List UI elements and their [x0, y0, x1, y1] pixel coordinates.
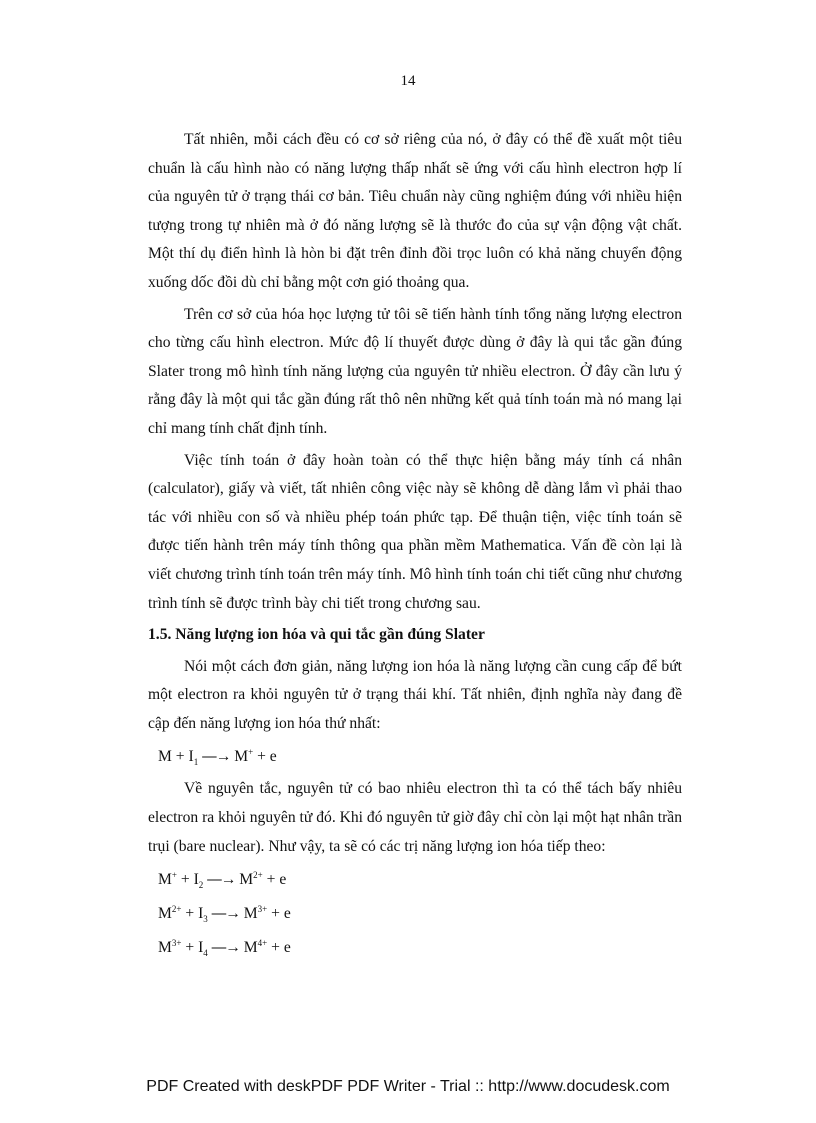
equation-electron: e	[283, 905, 291, 923]
equation-first-ionization: $M + I_1$ ⎯⎯→ M+ + e	[158, 747, 277, 768]
equation-electron: e	[283, 939, 291, 957]
paragraph-calculation-method: Việc tính toán ở đây hoàn toàn có thể thực hiện bằng máy tính cá nhân (calculator), giấy và viết, tất nhiên công việc này sẽ không dễ dàng lắm vì phải thao tác với nhiều con số và nhiều phép toán phức tạp. Để thuận tiện, việc tính toán sẽ được tiến hành trên máy tính thông qua phần mềm Mathematica. Vấn đề còn lại là viết chương trình tính toán trên máy tính. Mô hình tính toán chi tiết cũng như chương trình tính sẽ được trình bày chi tiết trong chương sau.	[148, 451, 682, 612]
equation-reactant: M	[158, 748, 172, 766]
equation-product: M	[243, 939, 258, 957]
equation-electron: e	[279, 871, 287, 889]
equation-energy-index: 2	[198, 880, 204, 891]
equation-energy-index: 1	[193, 757, 199, 768]
section-heading: 1.5. Năng lượng ion hóa và qui tắc gần đúng Slater	[148, 626, 485, 644]
equation-product-charge: 4+	[257, 938, 268, 949]
equation-electron: e	[269, 748, 277, 766]
paragraph-selection-criterion: Tất nhiên, mỗi cách đều có cơ sở riêng của nó, ở đây có thể đề xuất một tiêu chuẩn là cấu hình nào có năng lượng thấp nhất sẽ ứng với cấu hình electron hợp lí của nguyên tử ở trạng thái cơ bản. Tiêu chuẩn này cũng nghiệm đúng với nhiều hiện tượng trong tự nhiên mà ở đó năng lượng sẽ là thước đo của sự vận động vật chất. Một thí dụ điển hình là hòn bi đặt trên đỉnh đồi trọc luôn có khả năng chuyển động xuống dốc đồi dù chỉ bằng một cơn gió thoảng qua.	[148, 131, 682, 291]
equation-second-ionization: $M^+ + I_2$ ⎯⎯→ $M^{2+} + e$	[158, 870, 287, 891]
reaction-arrow-icon: ⎯⎯→	[207, 871, 236, 889]
equation-reactant-charge: +	[171, 870, 177, 881]
equation-product: M	[239, 871, 254, 889]
equation-energy-index: 4	[203, 948, 208, 959]
equation-energy: I	[198, 905, 204, 923]
reaction-arrow-icon: ⎯⎯→	[202, 748, 231, 766]
equation-reactant-charge: 2+	[171, 904, 182, 915]
paragraph-ionization-definition: Nói một cách đơn giản, năng lượng ion hóa là năng lượng cần cung cấp để bứt một electron ra khỏi nguyên tử ở trạng thái khí. Tất nhiên, định nghĩa này đang đề cập đến năng lượng ion hóa thứ nhất:	[148, 657, 682, 732]
equation-product-charge: 3+	[257, 904, 268, 915]
equation-reactant-charge: 3+	[171, 938, 182, 949]
equation-reactant: M	[158, 939, 172, 957]
equation-energy-index: 3	[203, 914, 208, 925]
equation-energy: I	[193, 871, 199, 889]
equation-energy: I	[198, 939, 204, 957]
equation-reactant: M	[158, 905, 172, 923]
document-body	[148, 126, 682, 966]
equation-product: M	[234, 748, 249, 766]
equation-third-ionization: $M^{2+} + I_3$ ⎯⎯→ $M^{3+} + e$	[158, 904, 291, 925]
equation-fourth-ionization: $M^{3+} + I_4$ ⎯⎯→ $M^{4+} + e$	[158, 938, 291, 959]
paragraph-successive-ionization: Về nguyên tắc, nguyên tử có bao nhiêu electron thì ta có thể tách bấy nhiêu electron ra khỏi nguyên tử đó. Khi đó nguyên tử giờ đây chỉ còn lại một hạt nhân trần trụi (bare nuclear). Như vậy, ta sẽ có các trị năng lượng ion hóa tiếp theo:	[148, 780, 682, 855]
reaction-arrow-icon: ⎯⎯→	[211, 939, 240, 957]
reaction-arrow-icon: ⎯⎯→	[211, 905, 240, 923]
equation-product: M	[243, 905, 258, 923]
equation-reactant: M	[158, 871, 172, 889]
equation-energy: I	[188, 748, 194, 766]
pdf-watermark-footer: PDF Created with deskPDF PDF Writer - Trial :: http://www.docudesk.com	[146, 1078, 670, 1095]
equation-product-charge: 2+	[253, 870, 263, 881]
paragraph-quantum-chemistry: Trên cơ sở của hóa học lượng tử tôi sẽ tiến hành tính tổng năng lượng electron cho từng cấu hình electron. Mức độ lí thuyết được dùng ở đây là qui tắc gần đúng Slater trong mô hình tính năng lượng của nguyên tử nhiều electron. Ở đây cần lưu ý rằng đây là một qui tắc gần đúng rất thô nên những kết quả tính toán mà nó mang lại chỉ mang tính chất định tính.	[148, 305, 682, 437]
page-number: 14	[400, 73, 416, 89]
equation-product-charge: +	[248, 747, 254, 758]
